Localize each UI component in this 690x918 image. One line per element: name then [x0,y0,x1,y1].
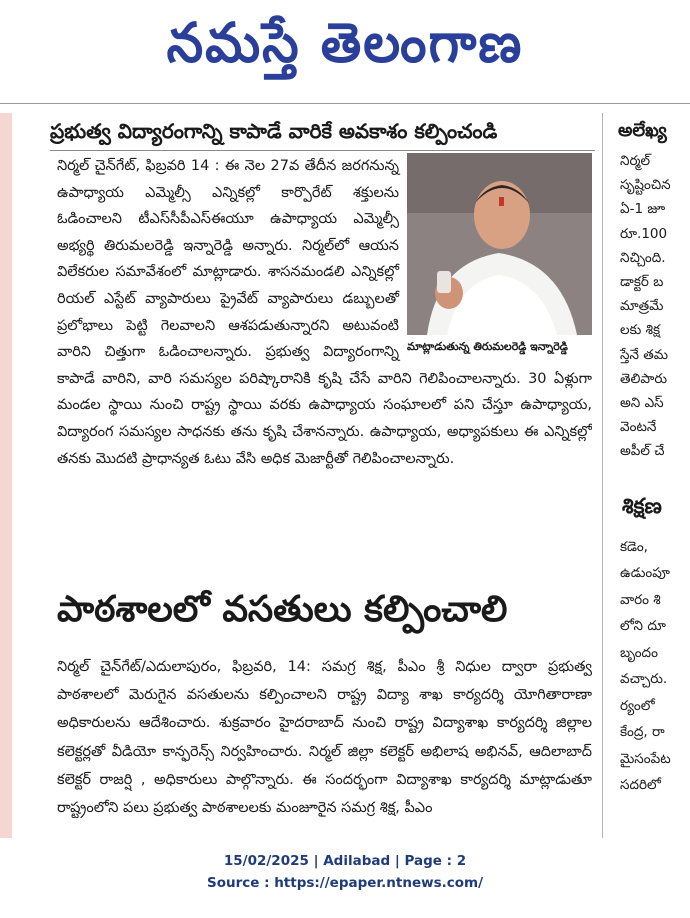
article2-body: నిర్మల్ చైన్‌గేట్/ఎదులాపురం, ఫిబ్రవరి, 14: సమగ్ర శిక్ష, పీఎం శ్రీ నిధుల ద్వారా ప్రభుత్వ పాఠశాలలో మెరుగైన వసతులను కల్పించాలని రాష్ట్ర విద్యా శాఖ కార్యదర్శి యోగితారాణా అధికారులను ఆదేశించారు. శుక్రవారం హైదరాబాద్ నుంచి రాష్ట్ర విద్యాశాఖ కార్యదర్శి జిల్లాల కలెక్టర్లతో వీడియో కాన్ఫరెన్స్ నిర్వహించారు. నిర్మల్ జిల్లా కలెక్టర్ అభిలాష అభినవ్, ఆదిలాబాద్ కలెక్టర్ రాజర్షి , అధికారులు పాల్గొన్నారు. ఈ సందర్భంగా విద్యాశాఖ కార్యదర్శి మాట్లాడుతూ రాష్ట్రంలోని పలు ప్రభుత్వ పాఠశాలలకు మంజూరైన సమగ్ర శిక్ష, పీఎం [57,659,592,817]
right-column [612,113,690,838]
right-column-line: సదరిలో [620,777,661,794]
left-margin-strip [0,113,12,838]
right-column-line: ఏ-1 జూ [620,201,666,218]
speaker-photo [407,153,592,335]
column-divider [602,113,603,838]
photo-caption: మాట్లాడుతున్న తిరుమలరెడ్డి ఇన్నారెడ్డి [407,340,568,353]
edition-info: 15/02/2025 | Adilabad | Page : 2 [223,853,467,869]
right-column-line: కడెం, [620,538,648,555]
article1 [57,153,592,573]
right-column-line: రూ.100 [620,225,668,242]
right-column-line: లకు శిక్ష [620,322,661,339]
right-column-line: ఉడుంపూ [620,565,670,582]
right-column-line: వచ్చారు. [620,671,668,688]
newspaper-title: నమస్తే తెలంగాణ [166,11,524,76]
right-column-line: డాక్టర్ బ [620,274,664,291]
right-column-line: తెలిపారు [620,370,667,387]
right-column-line: స్తేనే తమ [620,346,669,363]
right-column-line: వెంటనే [620,419,657,436]
article1-photo [407,153,592,361]
right-column-line: వారం శి [620,591,661,608]
right-column-line: సృష్టించిన [620,177,671,194]
right-column-line: కేంద్ర, రా [620,724,665,741]
article1-headline: ప్రభుత్వ విద్యారంగాన్ని కాపాడే వారికే అవకాశం కల్పించండి [50,119,498,143]
source-link[interactable]: Source : https://epaper.ntnews.com/ [206,875,484,891]
headline-divider [50,150,595,151]
page-footer [0,850,690,900]
right-column-headline: అలేఖ్య [618,120,667,141]
right-column-line: మైసంపేట [620,750,671,767]
masthead [0,0,690,100]
right-column-line: లోని దూ [620,618,666,635]
article2-headline: పాఠశాలలో వసతులు కల్పించాలి [57,589,508,630]
speaker-photo-illustration [407,153,592,335]
right-column-line: అపీల్ చే [620,443,665,460]
right-column-line: ర్యంలో [620,697,655,714]
right-column-line: మాత్రమే [620,298,664,315]
right-column-line: నిచ్చింది. [620,249,666,266]
right-column-line: బృందం [620,644,658,661]
right-column-line: నిర్మల్ [620,153,651,169]
article1-body: నిర్మల్ చైన్‌గేట్, ఫిబ్రవరి 14 : ఈ నెల 27వ తేదీన జరగనున్న ఉపాధ్యాయ ఎమ్మెల్సీ ఎన్నికల్లో కార్పొరేట్ శక్తులను ఓడించాలని టీఎస్‌సీపీఎస్‌ఈయూ ఉపాధ్యాయ ఎమ్మెల్సీ అభ్యర్థి తిరుమలరెడ్డి ఇన్నారెడ్డి అన్నారు. నిర్మల్‌లో ఆయన విలేకరుల సమావేశంలో మాట్లాడారు. శాసనమండలి ఎన్నికల్లో రియల్ ఎస్టేట్ వ్యాపారులు ప్రైవేట్ వ్యాపారులు డబ్బులతో ప్రలోభాలు పెట్టి గెలవాలని ఆశపడుతున్నారని అటువంటి వారిని చిత్తుగా ఓడించాలన్నారు. ప్రభుత్వ విద్యారంగాన్ని కాపాడే వారిని, వారి సమస్యల పరిష్కారానికి కృషి చేసే వారిని గెలిపించాలన్నారు. 30 ఏళ్లుగా మండల స్థాయి నుంచి రాష్ట్ర స్థాయి వరకు ఉపాధ్యాయ సంఘాలలో పని చేస్తూ ఉపాధ్యాయ, విద్యారంగ సమస్యల సాధనకు తను కృషి చేశానన్నారు. ఉపాధ్యాయ, అధ్యాపకులు ఈ ఎన్నికల్లో తనకు మొదటి ప్రాధాన్యత ఓటు వేసి అధిక మెజార్టీతో గెలిపించాలన్నారు. [57,158,592,467]
right-column-headline-2: శిక్షణ [622,493,662,518]
right-column-line: అని ఎస్ [620,395,664,412]
masthead-divider [0,103,690,104]
